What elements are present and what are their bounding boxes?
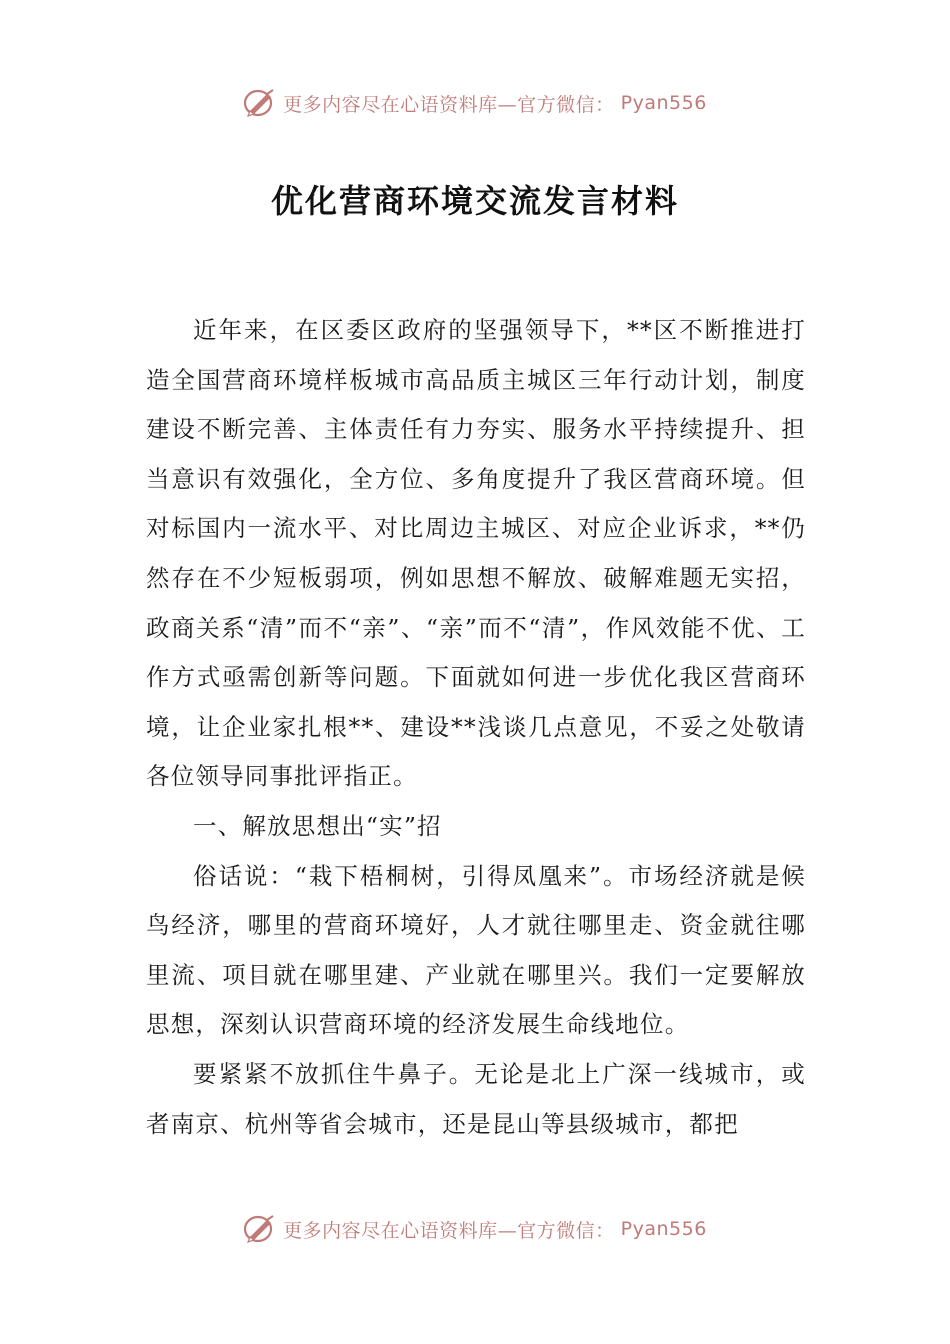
section-heading: 一、解放思想出“实”招: [193, 811, 442, 840]
pen-logo-icon: [243, 1214, 277, 1244]
watermark-wechat-id: Pyan556: [620, 92, 707, 114]
watermark-footer: [0, 1212, 950, 1246]
watermark-text: 更多内容尽在心语资料库—官方微信：: [283, 93, 615, 116]
document-body: [146, 306, 806, 1149]
paragraph-intro: 近年来，在区委区政府的坚强领导下，**区不断推进打造全国营商环境样板城市高品质主城区三年行动计划，制度建设不断完善、主体责任有力夯实、服务水平持续提升、担当意识有效强化，全方位、多角度提升了我区营商环境。但对标国内一流水平、对比周边主城区、对应企业诉求，**仍然存在不少短板弱项，例如思想不解放、破解难题无实招，政商关系“清”而不“亲”、“亲”而不“清”，作风效能不优、工作方式亟需创新等问题。下面就如何进一步优化我区营商环境，让企业家扎根**、建设**浅谈几点意见，不妥之处敬请各位领导同事批评指正。: [146, 316, 806, 791]
paragraph: 要紧紧不放抓住牛鼻子。无论是北上广深一线城市，或者南京、杭州等省会城市，还是昆山等县级城市，都把: [146, 1059, 806, 1138]
pen-logo-icon: [243, 88, 277, 118]
paragraph: 俗话说：“栽下梧桐树，引得凤凰来”。市场经济就是候鸟经济，哪里的营商环境好，人才就往哪里走、资金就往哪里流、项目就在哪里建、产业就在哪里兴。我们一定要解放思想，深刻认识营商环境的经济发展生命线地位。: [146, 861, 806, 1039]
watermark-text: 更多内容尽在心语资料库—官方微信：: [283, 1219, 615, 1242]
watermark-wechat-id: Pyan556: [620, 1218, 707, 1240]
document-title: 优化营商环境交流发言材料: [270, 182, 679, 220]
watermark-header: [0, 86, 950, 120]
